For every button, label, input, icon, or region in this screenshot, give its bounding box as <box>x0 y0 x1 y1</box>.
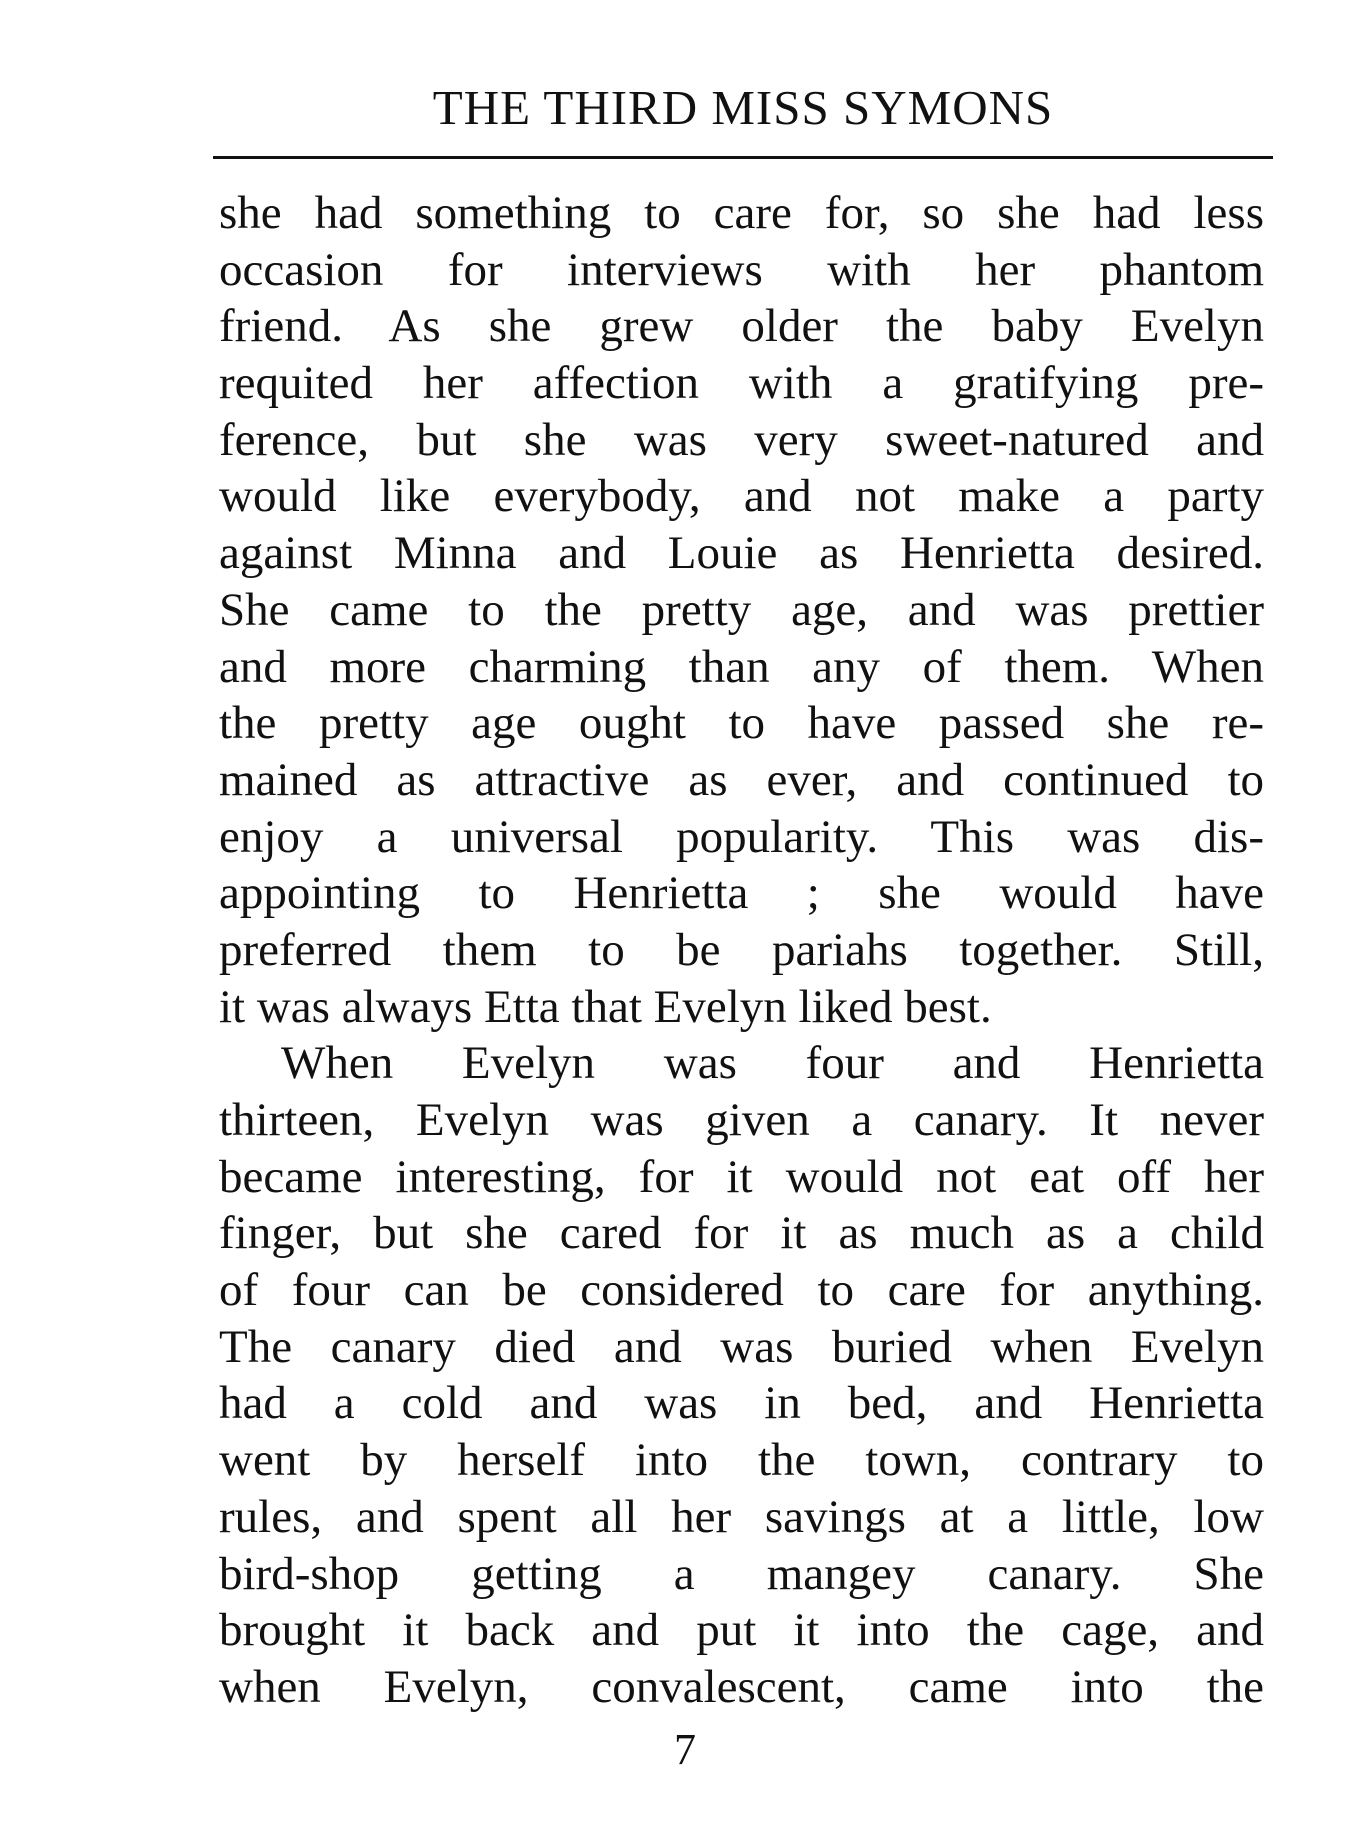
text-line: bird-shop getting a mangey canary. She <box>219 1547 1264 1600</box>
running-head-title: THE THIRD MISS SYMONS <box>432 80 1054 135</box>
header-rule <box>213 156 1273 159</box>
paragraph-last-line: it was always Etta that Evelyn liked best. <box>219 980 992 1033</box>
text-line: requited her affection with a gratifying pre- <box>219 357 1264 410</box>
text-line: would like everybody, and not make a party <box>219 470 1264 523</box>
text-line: went by herself into the town, contrary to <box>219 1434 1264 1487</box>
text-line: had a cold and was in bed, and Henrietta <box>219 1377 1264 1430</box>
text-line: she had something to care for, so she had less <box>219 187 1264 239</box>
text-line: against Minna and Louie as Henrietta desired. <box>219 527 1264 580</box>
paragraph-first-line: When Evelyn was four and Henrietta <box>281 1037 1264 1090</box>
text-line: mained as attractive as ever, and continued to <box>219 753 1264 806</box>
text-line: the pretty age ought to have passed she re- <box>219 697 1264 750</box>
text-line: ference, but she was very sweet-natured and <box>219 413 1264 466</box>
text-line: preferred them to be pariahs together. Still, <box>219 923 1264 976</box>
text-line: finger, but she cared for it as much as a child <box>219 1207 1264 1260</box>
text-line: She came to the pretty age, and was prettier <box>219 583 1264 636</box>
text-line: friend. As she grew older the baby Evelyn <box>219 300 1264 353</box>
text-line: when Evelyn, convalescent, came into the <box>219 1660 1264 1713</box>
text-line: brought it back and put it into the cage, and <box>219 1604 1264 1657</box>
text-line: rules, and spent all her savings at a little, low <box>219 1490 1264 1543</box>
body-text <box>219 185 1264 1716</box>
text-line: thirteen, Evelyn was given a canary. It never <box>219 1094 1264 1146</box>
text-line: enjoy a universal popularity. This was dis- <box>219 810 1264 863</box>
text-line: The canary died and was buried when Evelyn <box>219 1320 1264 1373</box>
text-line: of four can be considered to care for anything. <box>219 1264 1264 1317</box>
text-line: became interesting, for it would not eat off her <box>219 1150 1264 1203</box>
page-number: 7 <box>674 1725 696 1774</box>
text-line: and more charming than any of them. When <box>219 640 1264 693</box>
text-line: occasion for interviews with her phantom <box>219 243 1264 296</box>
text-line: appointing to Henrietta ; she would have <box>219 867 1264 920</box>
